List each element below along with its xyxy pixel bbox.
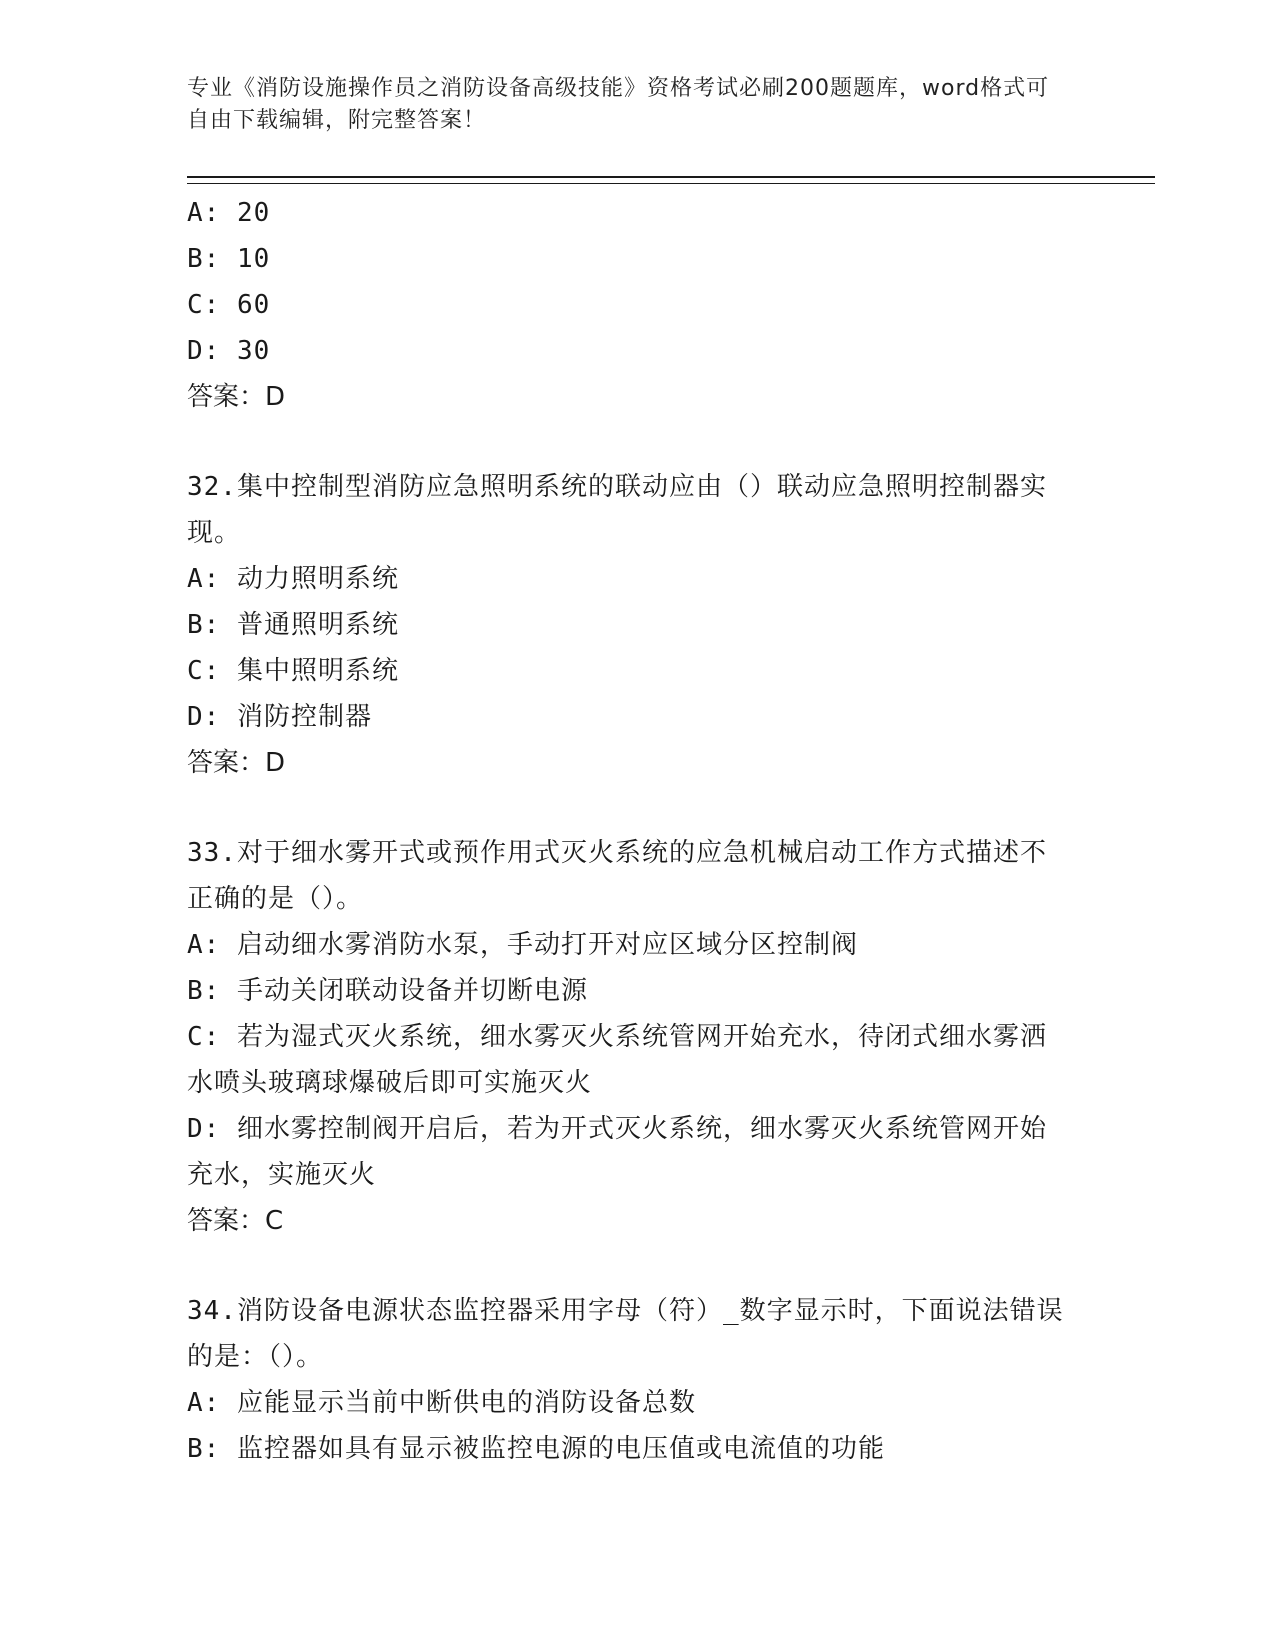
spacer — [187, 1244, 1087, 1288]
option-a: A: 应能显示当前中断供电的消防设备总数 — [187, 1388, 696, 1418]
spacer — [187, 420, 1087, 464]
question-33 — [187, 830, 1087, 1244]
question-stem: 34.消防设备电源状态监控器采用字母（符）_数字显示时，下面说法错误的是：（）。 — [187, 1296, 1064, 1372]
option-d: D: 30 — [187, 336, 271, 366]
question-stem: 33.对于细水雾开式或预作用式灭火系统的应急机械启动工作方式描述不正确的是（）。 — [187, 838, 1047, 914]
option-a: A: 20 — [187, 198, 271, 228]
spacer — [187, 786, 1087, 830]
option-b: B: 监控器如具有显示被监控电源的电压值或电流值的功能 — [187, 1434, 885, 1464]
option-b: B: 手动关闭联动设备并切断电源 — [187, 976, 588, 1006]
answer-line: 答案：D — [187, 748, 286, 778]
question-32 — [187, 464, 1087, 786]
option-c: C: 60 — [187, 290, 271, 320]
option-a: A: 启动细水雾消防水泵，手动打开对应区域分区控制阀 — [187, 930, 858, 960]
question-body — [187, 190, 1087, 1472]
option-d: D: 细水雾控制阀开启后，若为开式灭火系统，细水雾灭火系统管网开始充水，实施灭火 — [187, 1114, 1047, 1190]
question-stem: 32.集中控制型消防应急照明系统的联动应由（）联动应急照明控制器实现。 — [187, 472, 1047, 548]
page-header: 专业《消防设施操作员之消防设备高级技能》资格考试必刷200题题库，word格式可自由下载编辑，附完整答案！ — [187, 76, 1050, 133]
option-a: A: 动力照明系统 — [187, 564, 399, 594]
header-divider-thick — [187, 176, 1155, 178]
option-b: B: 普通照明系统 — [187, 610, 399, 640]
option-d: D: 消防控制器 — [187, 702, 372, 732]
option-b: B: 10 — [187, 244, 271, 274]
header-divider-thin — [187, 183, 1155, 184]
prev-question-block — [187, 190, 1087, 420]
answer-line: 答案：C — [187, 1206, 284, 1236]
option-c: C: 集中照明系统 — [187, 656, 399, 686]
option-c: C: 若为湿式灭火系统，细水雾灭火系统管网开始充水，待闭式细水雾洒水喷头玻璃球爆破后即可实施灭火 — [187, 1022, 1047, 1098]
answer-line: 答案：D — [187, 382, 286, 412]
question-34 — [187, 1288, 1087, 1472]
